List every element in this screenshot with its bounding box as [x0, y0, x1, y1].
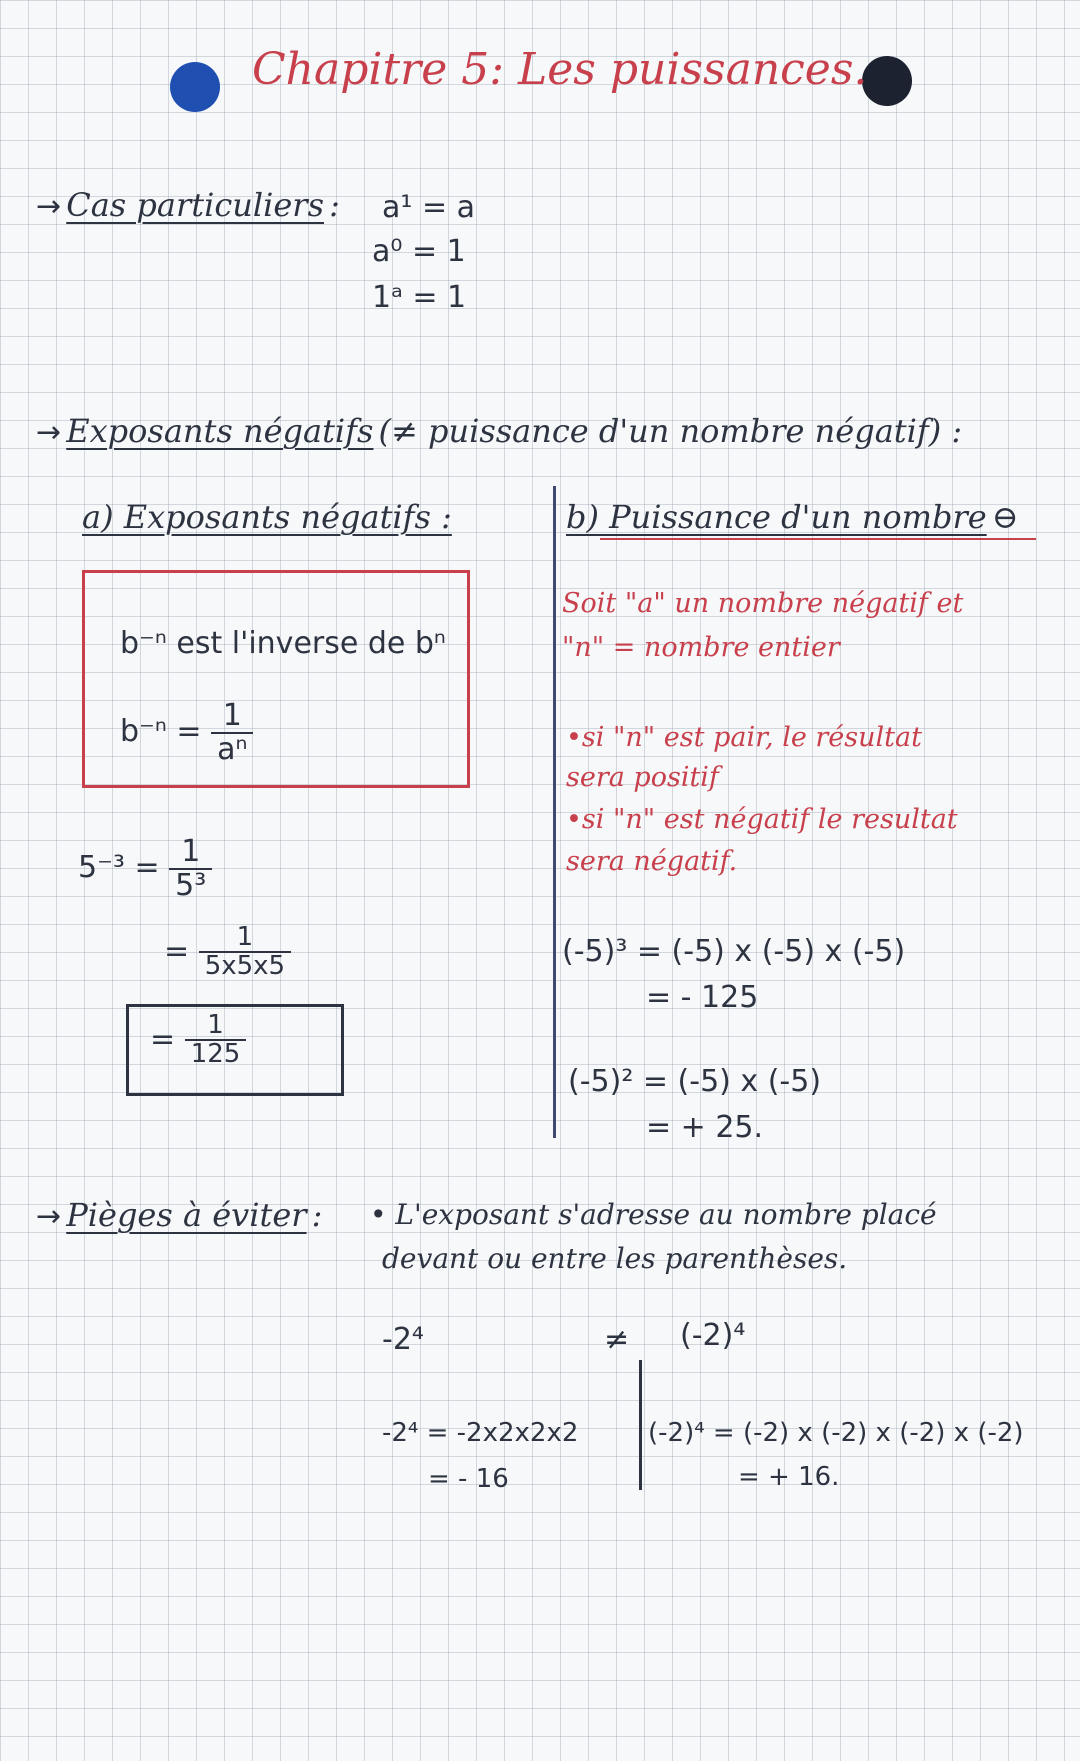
trap-left-calc-1: -2⁴ = -2x2x2x2: [382, 1418, 579, 1448]
trap-right-top: (-2)⁴: [680, 1318, 746, 1353]
rule-1-line-1: •si "n" est pair, le résultat: [566, 722, 922, 753]
arrow-icon: →: [36, 189, 62, 224]
fraction-numerator: 1: [222, 698, 242, 733]
column-divider: [553, 486, 556, 1138]
power-example-2-line-1: (-5)² = (-5) x (-5): [568, 1064, 822, 1099]
definition-fraction: [211, 700, 253, 765]
definition-line-2: [120, 700, 253, 765]
exposants-heading: [36, 412, 962, 450]
example-line-3: [150, 1012, 246, 1069]
fraction-numerator: 1: [207, 1010, 224, 1040]
pieges-colon: :: [311, 1196, 323, 1234]
trap-left-calc-2: = - 16: [428, 1464, 509, 1494]
part-b-intro-1: Soit "a" un nombre négatif et: [562, 588, 964, 619]
exposants-note: (≠ puissance d'un nombre négatif) :: [378, 412, 963, 450]
example-fraction-3: [185, 1012, 247, 1069]
definition-lhs: b⁻ⁿ =: [120, 714, 202, 749]
power-example-1-line-1: (-5)³ = (-5) x (-5) x (-5): [562, 934, 906, 969]
example-fraction-2: [199, 924, 291, 981]
fraction-denominator: 125: [185, 1039, 247, 1068]
example-fraction-1: [169, 836, 212, 901]
definition-line-1: b⁻ⁿ est l'inverse de bⁿ: [120, 626, 446, 661]
part-b-heading: [566, 498, 1019, 536]
fraction-denominator: 5³: [169, 868, 212, 902]
part-b-intro-2: "n" = nombre entier: [562, 632, 840, 663]
example-lhs: 5⁻³ =: [78, 850, 160, 885]
trap-right-calc-2: = + 16.: [738, 1462, 840, 1492]
trap-left-top: -2⁴: [382, 1322, 424, 1357]
cas-line-2: a⁰ = 1: [372, 234, 466, 269]
cas-particuliers-label: Cas particuliers: [66, 186, 324, 224]
fraction-denominator: 5x5x5: [199, 951, 291, 980]
part-a-heading: a) Exposants négatifs :: [82, 498, 452, 536]
pieges-text-1: • L'exposant s'adresse au nombre placé: [370, 1198, 937, 1231]
fraction-denominator: aⁿ: [211, 732, 253, 766]
pieges-heading: [36, 1196, 322, 1234]
pieges-text-2: devant ou entre les parenthèses.: [382, 1242, 848, 1275]
fraction-numerator: 1: [236, 922, 254, 952]
rule-1-line-2: sera positif: [566, 762, 719, 793]
cas-line-3: 1ᵃ = 1: [372, 280, 467, 315]
cas-line-1: a¹ = a: [382, 190, 476, 225]
power-example-1-line-2: = - 125: [646, 980, 759, 1015]
heading-underline: [600, 538, 1036, 540]
not-equal-sign: ≠: [604, 1322, 630, 1357]
arrow-icon: →: [36, 415, 62, 450]
part-b-label: b) Puissance d'un nombre: [566, 498, 987, 536]
cas-particuliers-heading: [36, 186, 340, 224]
equals-sign: =: [164, 933, 190, 969]
binder-hole-left: [170, 62, 220, 112]
binder-hole-right: [862, 56, 912, 106]
cas-colon: :: [329, 186, 340, 224]
exposants-label: Exposants négatifs: [66, 412, 374, 450]
arrow-icon: →: [36, 1199, 62, 1234]
equals-sign: =: [150, 1021, 176, 1057]
example-line-2: [164, 924, 291, 981]
page-title: Chapitre 5: Les puissances.: [252, 44, 868, 95]
power-example-2-line-2: = + 25.: [646, 1110, 764, 1145]
rule-2-line-1: •si "n" est négatif le resultat: [566, 804, 958, 835]
example-line-1: [78, 836, 212, 901]
minus-circle-icon: ⊖: [991, 498, 1019, 536]
trap-right-calc-1: (-2)⁴ = (-2) x (-2) x (-2) x (-2): [648, 1418, 1024, 1448]
rule-2-line-2: sera négatif.: [566, 846, 738, 877]
pieges-label: Pièges à éviter: [66, 1196, 307, 1234]
trap-divider: [639, 1360, 642, 1490]
fraction-numerator: 1: [181, 834, 201, 869]
